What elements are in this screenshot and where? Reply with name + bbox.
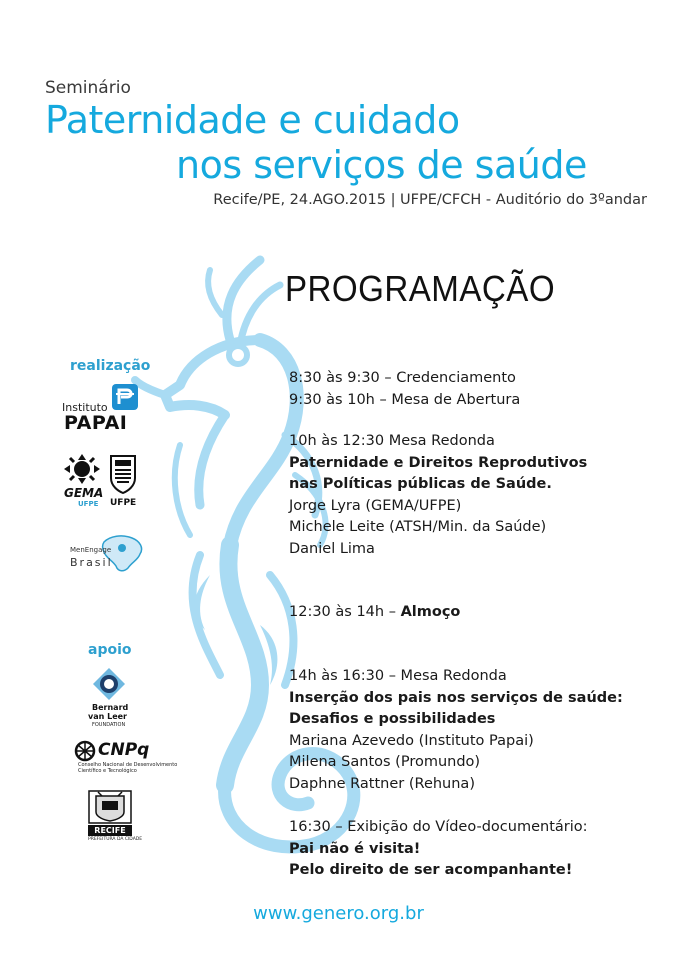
screening-time: 16:30 – Exibição do Vídeo-documentário: (289, 819, 588, 835)
panel-2-title-line-1: Inserção dos pais nos serviços de saúde: (289, 689, 623, 706)
cnpq-sub-1: Conselho Nacional de Desenvolvimento (78, 762, 178, 768)
lunch-block (289, 602, 460, 624)
recife-text: RECIFE (88, 825, 132, 836)
recife-logo (86, 790, 143, 844)
panel-1-speaker: Michele Leite (ATSH/Min. da Saúde) (289, 519, 547, 535)
instituto-papai-logo (62, 384, 140, 434)
bvl-mark-icon (92, 667, 126, 701)
cnpq-sub-2: Científico e Tecnológico (78, 768, 137, 774)
screening-title-line-1: Pai não é visita! (289, 840, 421, 857)
bvl-line-1: Bernard (92, 703, 129, 712)
event-title-line-1: Paternidade e cuidado (45, 98, 460, 142)
panel-2-speaker: Milena Santos (Promundo) (289, 754, 481, 770)
menengage-big-text: Brasil (70, 556, 113, 569)
papai-small-text: Instituto (62, 401, 108, 414)
panel-1-speaker: Jorge Lyra (GEMA/UFPE) (289, 497, 462, 514)
papai-big-text: PAPAI (64, 412, 128, 434)
ufpe-crest-icon (108, 452, 138, 494)
panel-2-speaker: Mariana Azevedo (Instituto Papai) (289, 732, 534, 749)
website-link[interactable]: www.genero.org.br (253, 903, 424, 924)
realizacao-label: realização (70, 358, 151, 374)
gema-text: GEMA (64, 486, 104, 500)
opening-line-1: 8:30 às 9:30 – Credenciamento (289, 370, 516, 386)
apoio-label: apoio (88, 642, 132, 658)
bvl-line-2: van Leer (88, 712, 127, 721)
screening-title-line-2: Pelo direito de ser acompanhante! (289, 862, 573, 878)
program-heading: PROGRAMAÇÃO (285, 268, 556, 309)
gema-sub-text: UFPE (78, 500, 99, 508)
cnpq-text: CNPq (98, 740, 150, 760)
bvl-line-3: FOUNDATION (92, 722, 126, 728)
opening-block (289, 368, 520, 411)
panel-1-time: 10h às 12:30 Mesa Redonda (289, 433, 495, 449)
event-dateline: Recife/PE, 24.AGO.2015 | UFPE/CFCH - Auditório do 3ºandar (213, 192, 647, 208)
panel-1-title-line-2: nas Políticas públicas de Saúde. (289, 476, 552, 492)
recife-sub-text: PREFEITURA DA CIDADE (88, 837, 143, 842)
event-kicker: Seminário (45, 78, 131, 98)
cnpq-logo (72, 740, 178, 774)
panel-1-title-line-1: Paternidade e Direitos Reprodutivos (289, 454, 588, 471)
bernard-van-leer-logo (84, 667, 134, 729)
lunch-time: 12:30 às 14h – (289, 604, 401, 620)
cnpq-mark-icon (72, 740, 98, 762)
screening-block (289, 817, 588, 882)
panel-2-block (289, 666, 623, 795)
ufpe-text: UFPE (110, 498, 137, 508)
papai-mark-icon (112, 384, 138, 410)
panel-2-title-line-2: Desafios e possibilidades (289, 711, 496, 727)
ufpe-logo (106, 452, 140, 512)
menengage-small-text: MenEngage (70, 546, 112, 554)
gema-mark-icon (62, 452, 102, 486)
menengage-brasil-logo (70, 532, 148, 578)
panel-2-speaker: Daphne Rattner (Rehuna) (289, 775, 475, 792)
opening-line-2: 9:30 às 10h – Mesa de Abertura (289, 391, 521, 408)
lunch-label: Almoço (400, 604, 461, 620)
gema-logo (60, 452, 104, 512)
panel-1-block (289, 431, 587, 560)
panel-2-time: 14h às 16:30 – Mesa Redonda (289, 668, 507, 684)
panel-1-speaker: Daniel Lima (289, 540, 375, 557)
event-title-line-2: nos serviços de saúde (176, 143, 587, 187)
recife-crest-icon (88, 790, 132, 824)
